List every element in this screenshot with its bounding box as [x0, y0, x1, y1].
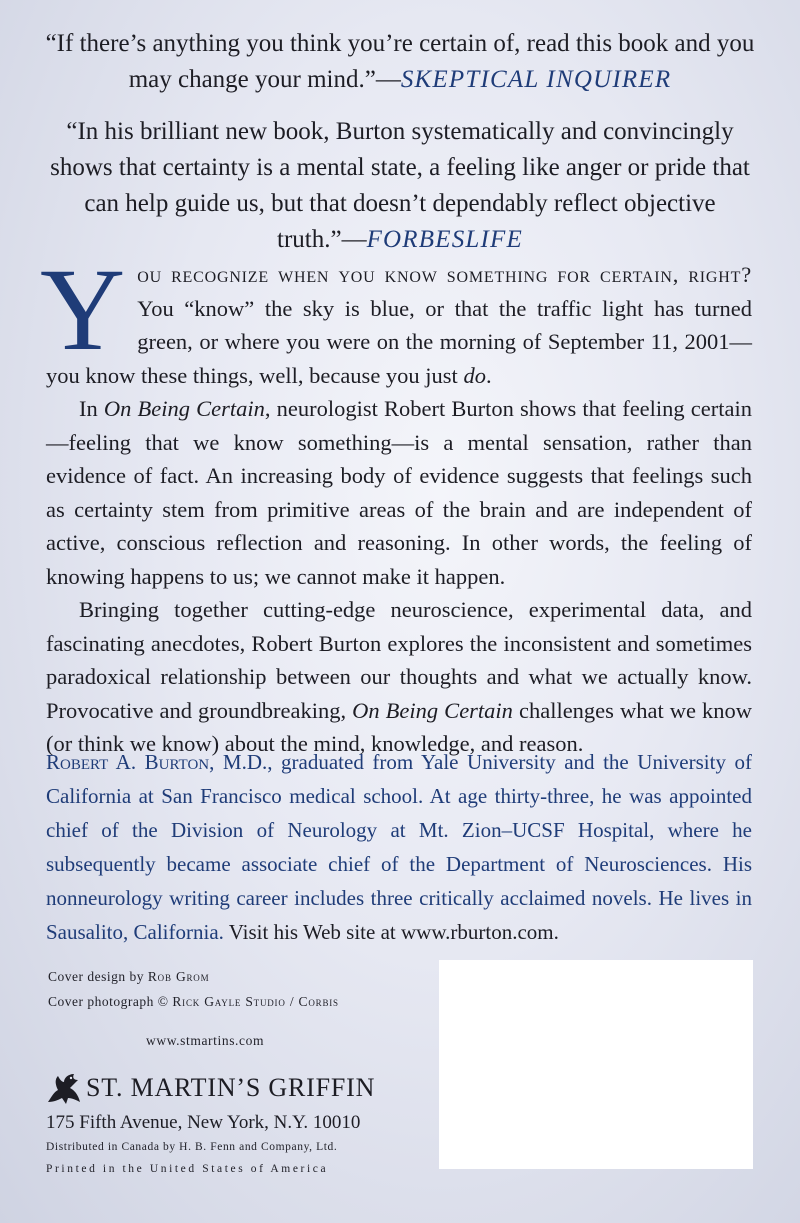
quote-attribution: SKEPTICAL INQUIRER — [400, 66, 672, 93]
quote-attribution: FORBESLIFE — [366, 226, 523, 253]
bio-text: , graduated from Yale University and the University of California at San Francisco medical school. At age thirty-three, he was appointed chief of the Division of Neurology at Mt. Zion–UCSF Hospital, where he subsequently became associate chief of the Department of Neurosciences. His nonneurology writing career includes three critically acclaimed novels. He lives in Sausalito, California. — [46, 750, 752, 944]
book-description — [40, 244, 752, 761]
credit-name: Rob Grom — [147, 969, 210, 984]
book-title: On Being Certain — [352, 697, 513, 723]
publisher-logo-row — [44, 1068, 424, 1108]
author-name: Robert A. Burton, M.D. — [46, 750, 268, 774]
credit-label: Cover design by — [48, 969, 148, 984]
book-title: On Being Certain — [103, 396, 265, 421]
cover-credits — [48, 964, 339, 1014]
credit-name: Rick Gayle Studio / Corbis — [172, 994, 339, 1009]
author-website-text: Visit his Web site at www.rburton.com. — [223, 920, 559, 944]
cover-design-credit — [48, 964, 339, 989]
paragraph-text: , neurologist Robert Burton shows that feeling certain—feeling that we know something—is a mental sensation, rather than evidence of fact. An increasing body of evidence suggests that feelings such as certainty stem from primitive areas of the brain and are independent of active, conscious reflection and reasoning. In other words, the feeling of knowing happens to us; we cannot make it happen. — [46, 396, 752, 589]
distribution-note: Distributed in Canada by H. B. Fenn and Company, Ltd. — [46, 1141, 338, 1153]
drop-cap: Y — [40, 244, 126, 375]
credit-label: Cover photograph © — [48, 994, 173, 1009]
printing-note: Printed in the United States of America — [46, 1163, 329, 1175]
author-bio — [46, 745, 752, 949]
description-paragraph — [46, 593, 752, 761]
publisher-name: ST. MARTIN’S GRIFFIN — [86, 1073, 376, 1102]
paragraph-text: Bringing together cutting-edge neuroscience, experimental data, and fascinating anecdotes, Robert Burton explores the inconsistent and sometimes paradoxical relationship between our thoughts and what we actually know. Provocative and groundbreaking, — [46, 597, 752, 723]
paragraph-text: In — [79, 396, 104, 421]
publisher-website: www.stmartins.com — [146, 1033, 265, 1048]
intro-paragraph — [40, 244, 752, 392]
intro-emphasis: do — [463, 362, 486, 388]
quote-text: “If there’s anything you think you’re certain of, read this book and you may change your mind.”— — [45, 30, 755, 93]
review-quote — [40, 26, 760, 98]
quote-text: “In his brilliant new book, Burton systematically and convincingly shows that certainty is a mental state, a feeling like anger or pride that can help guide us, but that doesn’t dependably reflect objective truth.”— — [50, 118, 750, 253]
paragraph-text: challenges what we know (or think we know) about the mind, knowledge, and reason. — [46, 697, 752, 756]
griffin-icon — [44, 1068, 84, 1108]
review-quotes — [40, 26, 760, 274]
barcode-area — [439, 960, 753, 1169]
publisher-address: 175 Fifth Avenue, New York, N.Y. 10010 — [46, 1112, 361, 1133]
publisher-block — [44, 1068, 424, 1178]
intro-text: You “know” the sky is blue, or that the traffic light has turned green, or where you were on the morning of September 11, 2001—you know these things, well, because you just — [46, 295, 752, 388]
cover-photo-credit — [48, 989, 339, 1014]
intro-lead: ou recognize when you know something for certain, right? — [137, 262, 752, 287]
intro-end: . — [485, 362, 492, 388]
description-paragraph — [46, 392, 752, 593]
review-quote — [40, 114, 760, 258]
